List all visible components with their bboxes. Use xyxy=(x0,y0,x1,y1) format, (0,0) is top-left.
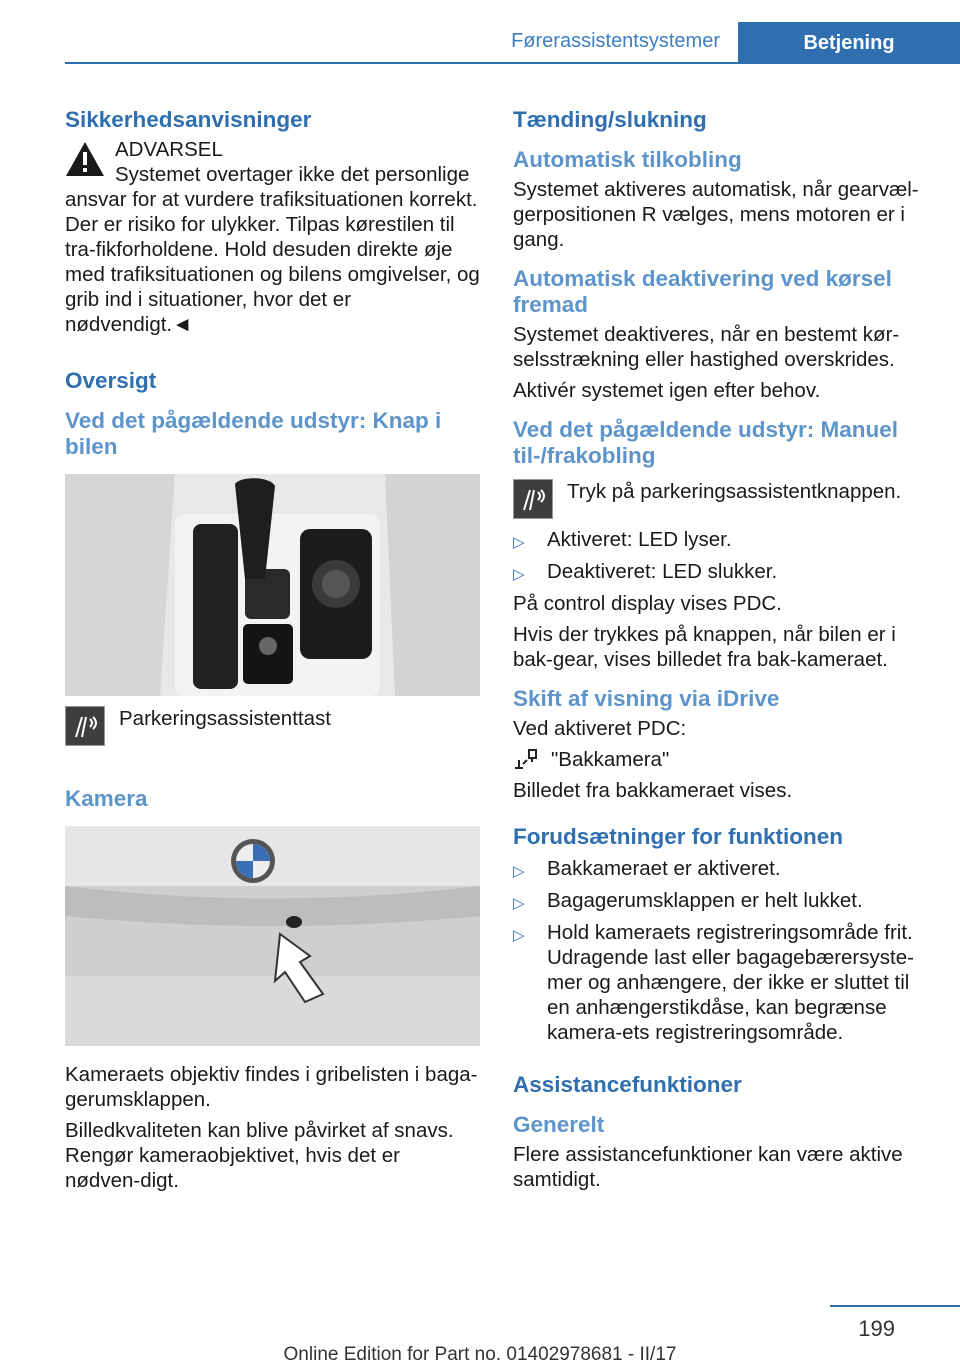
manual-row xyxy=(513,479,928,519)
manual-heading: Ved det pågældende udstyr: Manuel til-/frakobling xyxy=(513,417,899,468)
rear-camera-icon xyxy=(513,748,541,772)
chapter-tab: Betjening xyxy=(738,22,960,64)
button-heading: Ved det pågældende udstyr: Knap i bilen xyxy=(65,408,442,459)
pdc-text: På control display vises PDC. xyxy=(513,592,782,615)
list-item: ▷ Deaktiveret: LED slukker. xyxy=(513,559,928,584)
footer-rule xyxy=(830,1305,960,1307)
left-column xyxy=(65,100,480,1199)
list-item: ▷ Aktiveret: LED lyser. xyxy=(513,527,928,552)
page-header xyxy=(0,22,960,64)
manual-text: Tryk på parkeringsassistentknappen. xyxy=(567,480,902,503)
led-list xyxy=(513,527,928,584)
safety-heading: Sikkerhedsanvisninger xyxy=(65,107,312,132)
button-caption: Parkeringsassistenttast xyxy=(119,707,331,730)
page-number: 199 xyxy=(858,1316,895,1341)
camera-heading: Kamera xyxy=(65,786,148,811)
center-console-photo xyxy=(65,474,480,696)
center-console-image xyxy=(65,474,480,696)
general-heading: Generelt xyxy=(513,1112,605,1137)
list-item: ▷ Hold kameraets registreringsområde frit. Udragende last eller bagagebærersyste-mer og anhængere, der ikke er sluttet til en anhængerstikdåse, kan begrænse kamera-ets registreringsområde. xyxy=(513,921,914,1044)
idrive-result: Billedet fra bakkameraet vises. xyxy=(513,779,793,802)
warning-text: ansvar for at vurdere trafiksituationen korrekt. Der er risiko for ulykker. Tilpas kørestilen til tra-fikforholdene. Hold desuden direkte øje med trafiksituationen og bilens omgivelser, og grib ind i situationer, hvor det er nødvendigt.◄ xyxy=(65,188,480,336)
bullet-triangle-icon: ▷ xyxy=(513,534,525,551)
general-text: Flere assistancefunktioner kan være aktive samtidigt. xyxy=(513,1143,903,1191)
prereq-list xyxy=(513,856,928,1045)
prereq-heading: Forudsætninger for funktionen xyxy=(513,824,843,849)
header-rule xyxy=(65,62,960,64)
camera-paragraph-1: Kameraets objektiv findes i gribelisten i baga-gerumsklappen. xyxy=(65,1063,478,1111)
auto-off-text-2: Aktivér systemet igen efter behov. xyxy=(513,379,821,402)
overview-heading: Oversigt xyxy=(65,368,157,393)
warning-triangle-icon xyxy=(65,141,105,177)
auto-off-heading: Automatisk deaktivering ved kørsel fremad xyxy=(513,266,892,317)
bullet-triangle-icon: ▷ xyxy=(513,927,525,944)
bullet-triangle-icon: ▷ xyxy=(513,566,525,583)
rear-camera-image xyxy=(65,826,480,1046)
section-title: Førerassistentsystemer xyxy=(511,30,720,52)
bullet-triangle-icon: ▷ xyxy=(513,895,525,912)
warning-label: ADVARSEL xyxy=(115,138,223,161)
camera-paragraph-2: Billedkvaliteten kan blive påvirket af snavs. Rengør kameraobjektivet, hvis det er nødven-digt. xyxy=(65,1119,454,1192)
right-column xyxy=(513,100,928,1198)
warning-line1: Systemet overtager ikke det personlige xyxy=(115,163,470,186)
park-assist-button-icon xyxy=(513,479,553,519)
park-assist-button-icon xyxy=(65,706,105,746)
edition-text: Online Edition for Part no. 01402978681 - II/17 xyxy=(283,1344,677,1365)
list-item: ▷ Bagagerumsklappen er helt lukket. xyxy=(513,888,928,913)
idrive-menu-label: "Bakkamera" xyxy=(551,748,670,771)
auto-off-text: Systemet deaktiveres, når en bestemt kør-selsstrækning eller hastighed overskrides. xyxy=(513,323,900,371)
assist-heading: Assistancefunktioner xyxy=(513,1072,742,1097)
onoff-heading: Tænding/slukning xyxy=(513,107,707,132)
idrive-menu-row xyxy=(513,747,928,772)
button-caption-row xyxy=(65,706,480,746)
auto-on-text: Systemet aktiveres automatisk, når gearvæl-gerpositionen R vælges, mens motoren er i gang. xyxy=(513,178,919,251)
warning-block xyxy=(65,137,480,187)
bullet-triangle-icon: ▷ xyxy=(513,863,525,880)
list-item: ▷ Bakkameraet er aktiveret. xyxy=(513,856,928,881)
reverse-text: Hvis der trykkes på knappen, når bilen er i bak-gear, vises billedet fra bak-kameraet. xyxy=(513,623,896,671)
auto-on-heading: Automatisk tilkobling xyxy=(513,147,742,172)
rear-camera-photo xyxy=(65,826,480,1046)
idrive-text: Ved aktiveret PDC: xyxy=(513,717,687,740)
idrive-heading: Skift af visning via iDrive xyxy=(513,686,780,711)
